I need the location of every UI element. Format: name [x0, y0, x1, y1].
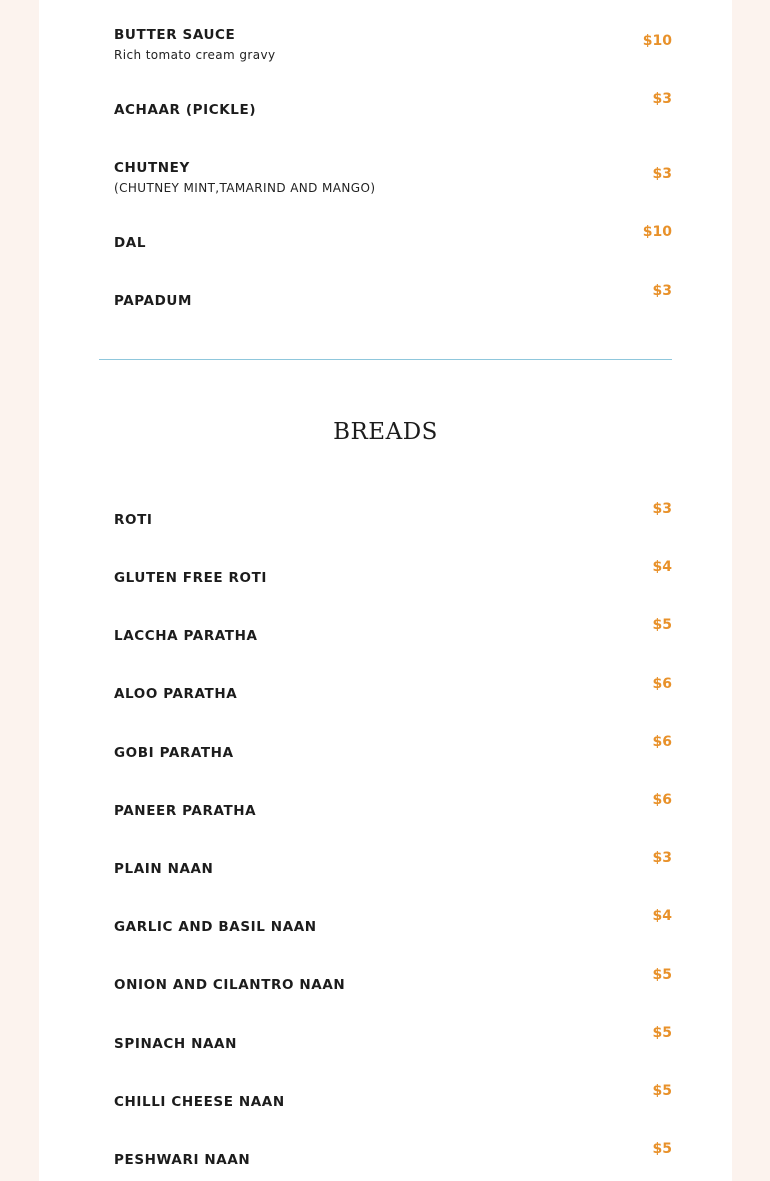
menu-item — [114, 907, 672, 941]
menu-item — [114, 616, 672, 650]
menu-item-name: CHUTNEY — [114, 160, 190, 176]
menu-item — [114, 966, 672, 1000]
menu-item-description: (CHUTNEY MINT,TAMARIND AND MANGO) — [114, 181, 376, 195]
menu-item — [114, 1082, 672, 1116]
menu-item — [114, 1024, 672, 1058]
menu-item-name: ALOO PARATHA — [114, 686, 238, 702]
menu-item-price: $3 — [652, 501, 672, 517]
menu-item-price: $3 — [652, 91, 672, 107]
menu-item-name: ACHAAR (PICKLE) — [114, 102, 257, 118]
menu-item-price: $3 — [652, 850, 672, 866]
menu-item-price: $4 — [652, 908, 672, 924]
menu-card — [39, 0, 732, 1181]
menu-item-name: GLUTEN FREE ROTI — [114, 570, 268, 586]
menu-item-name: CHILLI CHEESE NAAN — [114, 1094, 285, 1110]
menu-item — [114, 733, 672, 767]
menu-item-name: PLAIN NAAN — [114, 861, 214, 877]
menu-item — [114, 791, 672, 825]
menu-item-name: PANEER PARATHA — [114, 803, 257, 819]
menu-item-price: $5 — [652, 1025, 672, 1041]
menu-item-name: ONION AND CILANTRO NAAN — [114, 977, 346, 993]
menu-item — [114, 90, 672, 124]
menu-item-name: SPINACH NAAN — [114, 1036, 237, 1052]
menu-item-name: BUTTER SAUCE — [114, 27, 236, 43]
menu-item — [114, 558, 672, 592]
menu-item-price: $5 — [652, 967, 672, 983]
section-divider — [99, 359, 672, 360]
menu-item — [114, 26, 672, 70]
menu-item — [114, 675, 672, 709]
menu-item-name: ROTI — [114, 512, 153, 528]
menu-item-price: $6 — [652, 676, 672, 692]
menu-item-name: GOBI PARATHA — [114, 745, 234, 761]
menu-item-price: $5 — [652, 617, 672, 633]
menu-item-description: Rich tomato cream gravy — [114, 48, 276, 62]
menu-item-price: $10 — [642, 224, 672, 240]
menu-item-name: GARLIC AND BASIL NAAN — [114, 919, 317, 935]
menu-item-price: $6 — [652, 792, 672, 808]
menu-item — [114, 1140, 672, 1174]
menu-item — [114, 500, 672, 534]
menu-item-price: $5 — [652, 1083, 672, 1099]
menu-item-name: DAL — [114, 235, 147, 251]
menu-item-name: PAPADUM — [114, 293, 193, 309]
section-title: BREADS — [333, 419, 438, 445]
menu-item-price: $3 — [652, 283, 672, 299]
menu-item — [114, 849, 672, 883]
menu-item — [114, 223, 672, 257]
menu-item-price: $4 — [652, 559, 672, 575]
menu-item — [114, 282, 672, 316]
menu-item-name: PESHWARI NAAN — [114, 1152, 251, 1168]
menu-item-price: $5 — [652, 1141, 672, 1157]
menu-item-price: $6 — [652, 734, 672, 750]
menu-item-name: LACCHA PARATHA — [114, 628, 258, 644]
menu-item-price: $10 — [642, 33, 672, 49]
menu-item — [114, 159, 672, 203]
menu-item-price: $3 — [652, 166, 672, 182]
